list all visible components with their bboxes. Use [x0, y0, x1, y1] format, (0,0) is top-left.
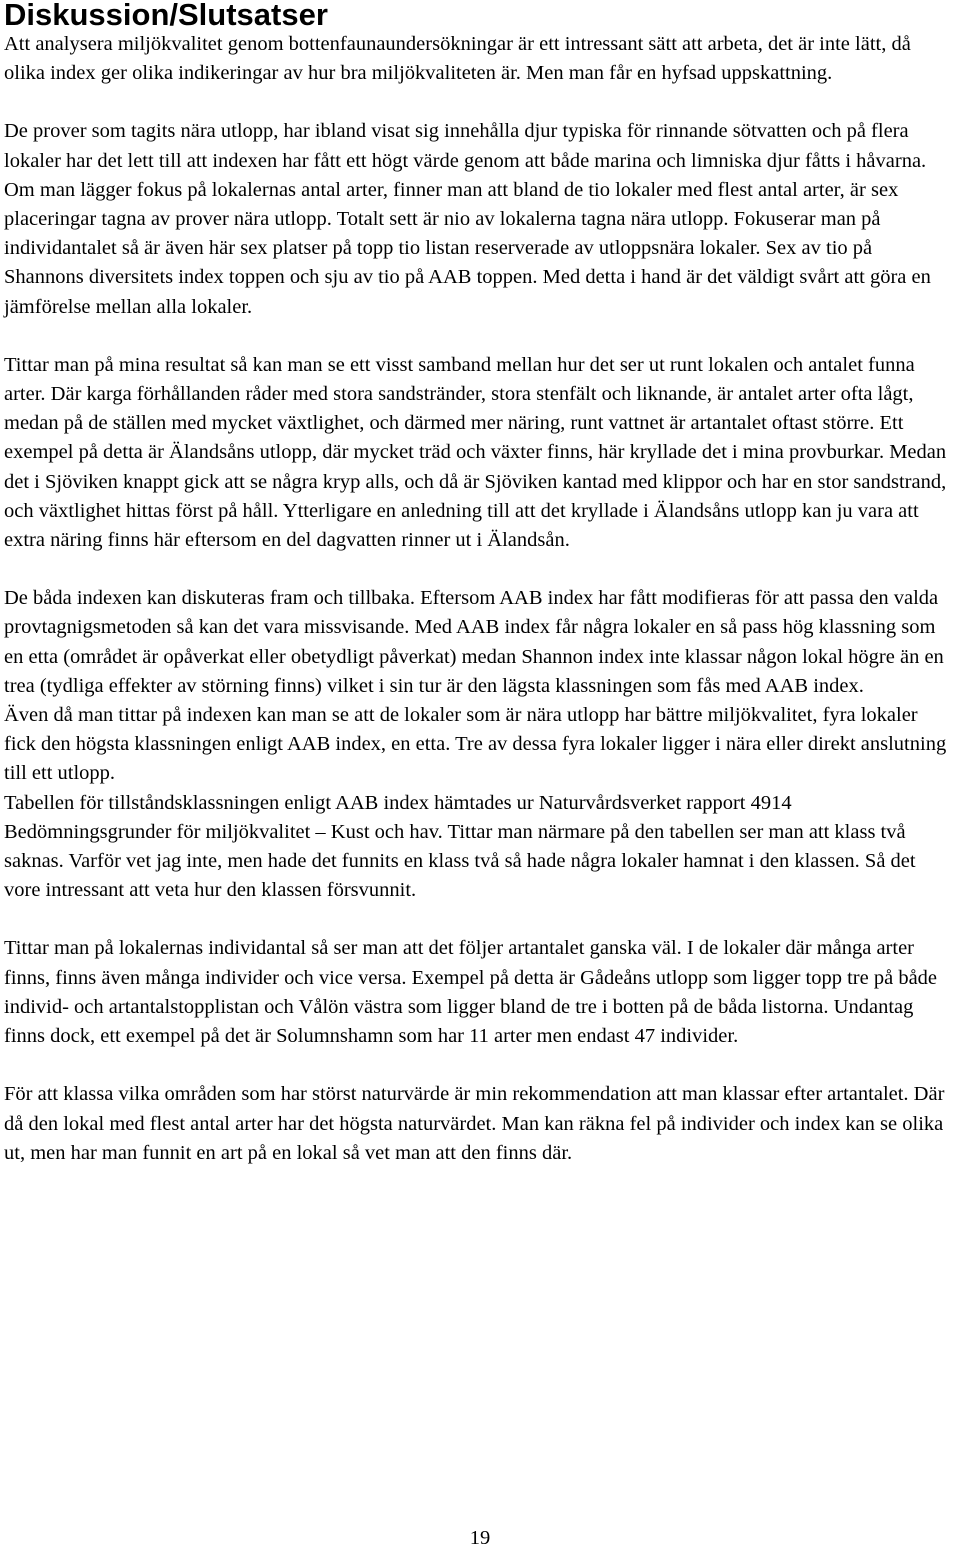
paragraph-index-outlets: Även då man tittar på indexen kan man se att de lokaler som är nära utlopp har bättre miljökvalitet, fyra lokaler fick den högsta klassningen enligt AAB index, en etta. Tre av dessa fyra lokaler ligger i nära eller direkt anslutning till ett utlopp. [4, 704, 947, 785]
section-heading: Diskussion/Slutsatser [4, 0, 328, 32]
paragraph-gap [4, 88, 954, 117]
paragraph-individual-count: Tittar man på lokalernas individantal så ser man att det följer artantalet ganska väl. I de lokaler där många arter finns, finns även många individer och vice versa. Exempel på detta är Gådeåns utlopp som ligger topp tre på både individ- och artantalstopplistan och Vålön västra som ligger bland de tre i botten på de båda listorna. Undantag finns dock, ett exempel på det är Solumnshamn som har 11 arter men endast 47 individer. [4, 937, 938, 1048]
paragraph-samples-near-outlets: De prover som tagits nära utlopp, har ibland visat sig innehålla djur typiska för rinnande sötvatten och på flera lokaler har det lett till att indexen har fått ett högt värde genom att både marina och limniska djur fåtts i håvarna. Om man lägger fokus på lokalernas antal arter, finner man att bland de tio lokaler med flest antal arter, är sex placeringar tagna av prover nära utlopp. Totalt sett är nio av lokalerna tagna nära utlopp. Fokuserar man på individantalet så är även här sex platser på topp tio listan reserverade av utloppsnära lokaler. Sex av tio på Shannons diversitets index toppen och sju av tio på AAB toppen. Med detta i hand är det väldigt svårt att göra en jämförelse mellan alla lokaler. [4, 120, 931, 318]
document-page [4, 0, 954, 1168]
paragraph-gap [4, 555, 954, 584]
paragraph-intro: Att analysera miljökvalitet genom bottenfaunaundersökningar är ett intressant sätt att arbeta, det är inte lätt, då olika index ger olika indikeringar av hur bra miljökvaliteten är. Men man får en hyfsad uppskattning. [4, 33, 911, 85]
page-number: 19 [469, 1527, 491, 1549]
paragraph-gap [4, 322, 954, 351]
paragraph-gap [4, 1051, 954, 1080]
paragraph-recommendation: För att klassa vilka områden som har störst naturvärde är min rekommendation att man klassar efter artantalet. Där då den lokal med flest antal arter har det högsta naturvärdet. Man kan räkna fel på individer och index kan se olika ut, men har man funnit en art på en lokal så vet man att den finns där. [4, 1083, 945, 1164]
paragraph-surroundings: Tittar man på mina resultat så kan man se ett visst samband mellan hur det ser ut runt lokalen och antalet funna arter. Där karga förhållanden råder med stora sandstränder, stora stenfält och liknande, är antalet arter ofta lågt, medan på de ställen med mycket växtlighet, och därmed mer näring, runt vattnet är artantalet oftast större. Ett exempel på detta är Älandsåns utlopp, där mycket träd och växter finns, här kryllade det i mina provburkar. Medan det i Sjöviken knappt gick att se några kryp alls, och då är Sjöviken kantad med klippor och har en stor sandstrand, och växtlighet hittas först på håll. Ytterligare en anledning till att det kryllade i Älandsåns utlopp kan ju vara att extra näring finns här eftersom en del dagvatten rinner ut i Älandsån. [4, 353, 947, 552]
paragraph-index-discussion: De båda indexen kan diskuteras fram och tillbaka. Eftersom AAB index har fått modifieras för att passa den valda provtagnigsmetoden så kan det vara missvisande. Med AAB index får några lokaler en så pass hög klassning som en etta (området är opåverkat eller obetydligt påverkat) medan Shannon index inte klassar någon lokal högre än en trea (tydliga effekter av störning finns) vilket i sin tur är den lägsta klassningen som fås med AAB index. [4, 587, 944, 697]
paragraph-gap [4, 905, 954, 934]
paragraph-aab-table: Tabellen för tillståndsklassningen enligt AAB index hämtades ur Naturvårdsverket rapport 4914 Bedömningsgrunder för miljökvalitet – Kust och hav. Tittar man närmare på den tabellen ser man att klass två saknas. Varför vet jag inte, men hade det funnits en klass två så hade några lokaler hamnat i den klassen. Så det vore intressant att veta hur den klassen försvunnit. [4, 791, 916, 902]
